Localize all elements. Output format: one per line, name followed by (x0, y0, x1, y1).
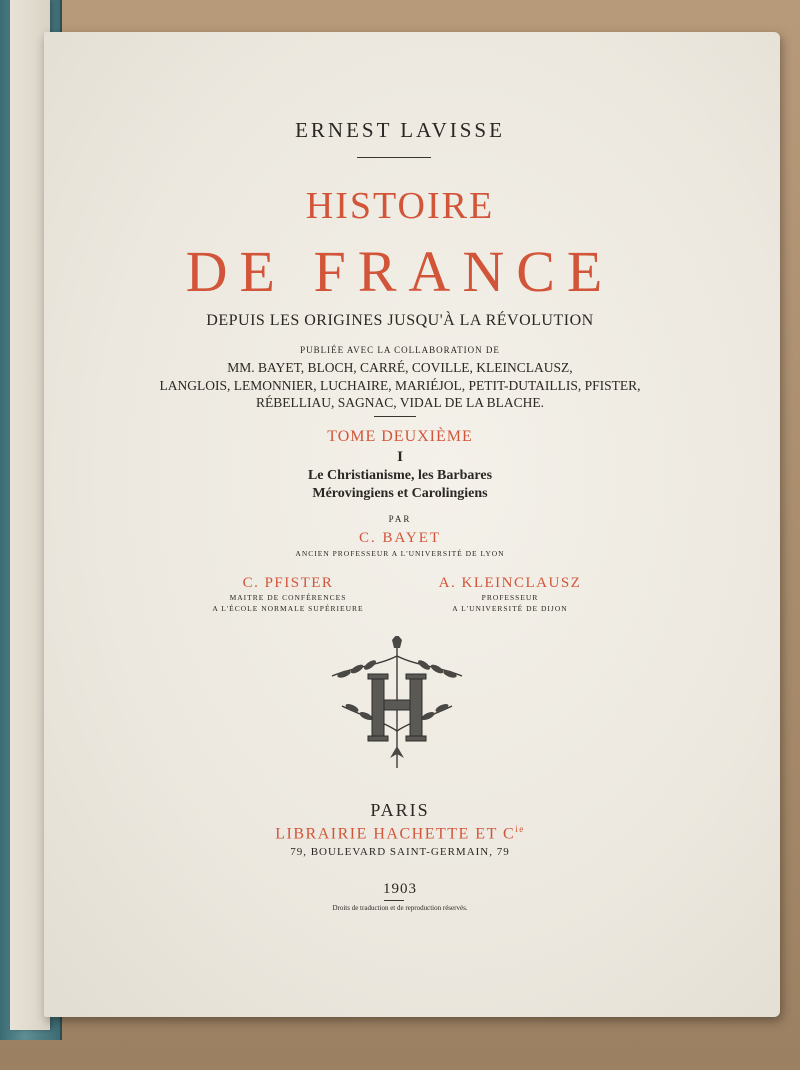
collaborators-line-3: RÉBELLIAU, SAGNAC, VIDAL DE LA BLACHE. (256, 395, 544, 410)
coauthor-right (410, 575, 610, 614)
coauthor-left-role-1: MAITRE DE CONFÉRENCES (229, 593, 347, 602)
coauthor-left-role-2: A L'ÉCOLE NORMALE SUPÉRIEURE (212, 604, 364, 613)
coauthor-right-role-2: A L'UNIVERSITÉ DE DIJON (452, 604, 568, 613)
coauthor-left (198, 575, 378, 614)
collaborators-line-2: LANGLOIS, LEMONNIER, LUCHAIRE, MARIÉJOL, PETIT-DUTAILLIS, PFISTER, (159, 378, 641, 393)
coauthor-left-name: C. PFISTER (242, 575, 334, 591)
main-author-name: C. BAYET (358, 530, 442, 546)
main-author-role: ANCIEN PROFESSEUR A L'UNIVERSITÉ DE LYON (295, 549, 505, 558)
collaborators-line-1: MM. BAYET, BLOCH, CARRÉ, COVILLE, KLEINCLAUSZ, (227, 360, 573, 375)
tome-label: TOME DEUXIÈME (327, 428, 473, 445)
rights-notice: Droits de traduction et de reproduction réservés. (332, 904, 468, 912)
divider-rule (357, 157, 431, 158)
author-name: ERNEST LAVISSE (295, 118, 505, 142)
publication-year: 1903 (383, 881, 417, 897)
volume-title-line-2: Mérovingiens et Carolingiens (312, 486, 488, 501)
publisher-name (0, 824, 800, 843)
hachette-emblem-icon (322, 636, 472, 776)
by-label: PAR (388, 514, 412, 524)
subtitle: DEPUIS LES ORIGINES JUSQU'À LA RÉVOLUTION (206, 312, 594, 329)
coauthor-right-name: A. KLEINCLAUSZ (438, 575, 582, 591)
title-line-2: DE FRANCE (185, 239, 615, 304)
publisher-address: 79, BOULEVARD SAINT-GERMAIN, 79 (290, 846, 510, 858)
title-line-1: HISTOIRE (305, 185, 495, 227)
tome-part: I (397, 449, 403, 465)
divider-rule (374, 416, 416, 417)
publisher-superscript: ie (515, 824, 525, 834)
coauthor-right-role-1: PROFESSEUR (481, 593, 539, 602)
volume-title-line-1: Le Christianisme, les Barbares (307, 468, 493, 483)
title-page (44, 32, 780, 1017)
publisher-text: LIBRAIRIE HACHETTE ET C (275, 825, 516, 843)
publication-city: PARIS (370, 800, 430, 820)
collaboration-intro: PUBLIÉE AVEC LA COLLABORATION DE (300, 345, 500, 355)
divider-rule (384, 900, 404, 901)
